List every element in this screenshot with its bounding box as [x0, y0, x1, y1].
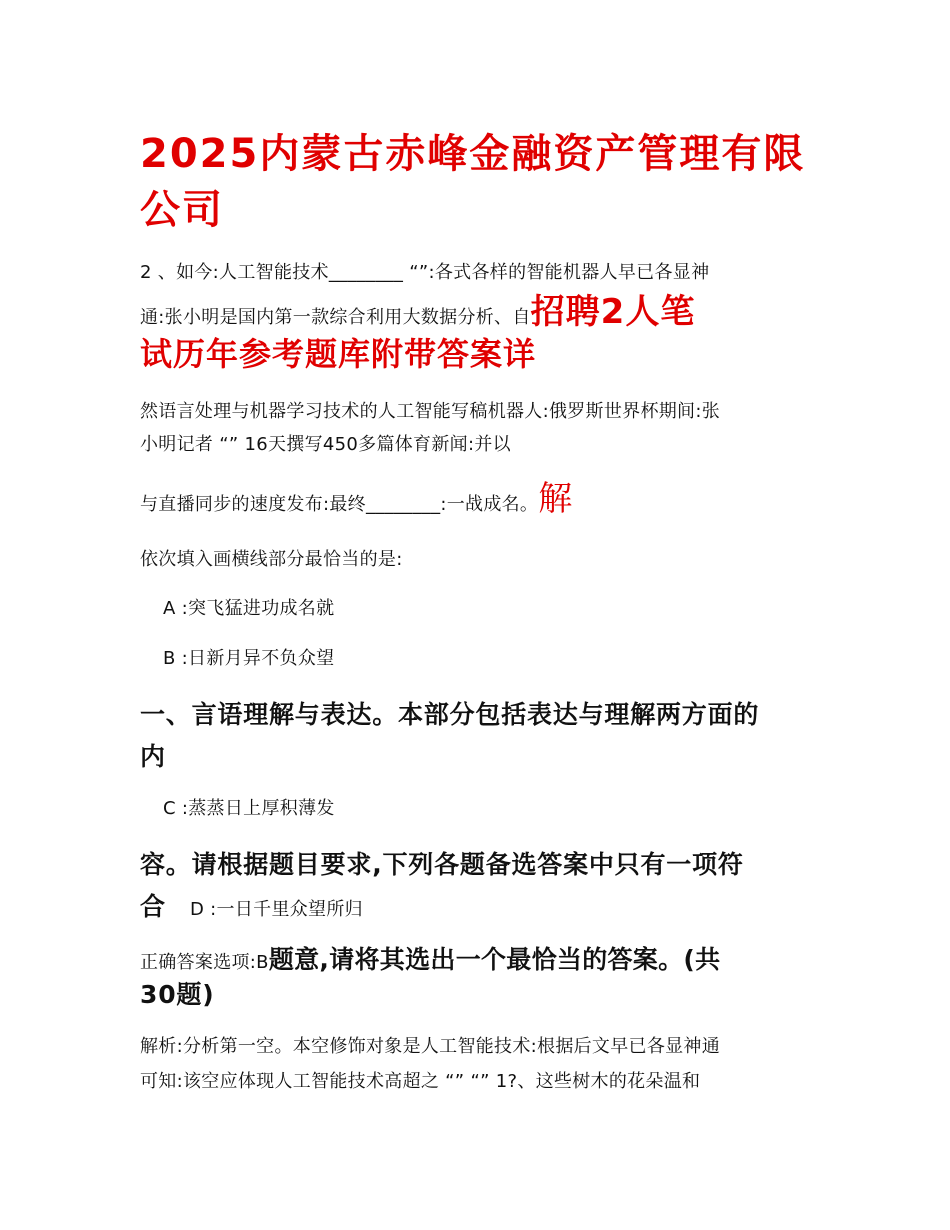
answer-line [140, 944, 820, 978]
analysis-line-1: 解析:分析第一空。本空修饰对象是人工智能技术:根据后文早已各显神通 [140, 1036, 721, 1057]
question-text: 依次填入画横线部分最恰当的是: [140, 549, 403, 570]
section-heading-line-3: 容。请根据题目要求,下列各题备选答案中只有一项符 [140, 850, 744, 879]
answer-label: 正确答案选项:B [140, 952, 269, 973]
paragraph-2-line-1: 然语言处理与机器学习技术的人工智能写稿机器人:俄罗斯世界杯期间:张 [140, 401, 721, 422]
option-d: D :一日千里众望所归 [190, 899, 363, 920]
paragraph-3-text: 与直播同步的速度发布:最终________:一战成名。 [140, 494, 539, 515]
option-c: C :蒸蒸日上厚积薄发 [163, 798, 335, 819]
paragraph-3 [140, 479, 820, 520]
section-heading-line-2: 内 [140, 742, 166, 771]
section-heading-line-1: 一、言语理解与表达。本部分包括表达与理解两方面的 [140, 700, 760, 729]
paragraph-1-line-1: 2 、如今:人工智能技术________ “”:各式各样的智能机器人早已各显神 [140, 262, 710, 283]
paragraph-2-line-2: 小明记者 “” 16天撰写450多篇体育新闻:并以 [140, 434, 511, 455]
section-heading-line-5: 题意,请将其选出一个最恰当的答案。(共 [268, 945, 721, 974]
document-title: 2025内蒙古赤峰金融资产管理有限公司 [140, 131, 806, 233]
option-a: A :突飞猛进功成名就 [163, 598, 335, 619]
paragraph-1-line-2-text: 通:张小明是国内第一款综合利用大数据分析、自 [140, 307, 531, 328]
analysis-line-2: 可知:该空应体现人工智能技术高超之 “” “” 1?、这些树木的花朵温和 [140, 1071, 701, 1092]
section-heading-line-4: 合 [140, 892, 166, 921]
red-title-fragment-3: 解 [538, 479, 573, 519]
paragraph-1-line-2 [140, 292, 820, 333]
red-title-fragment-1: 招聘2人笔 [530, 292, 696, 332]
option-b: B :日新月异不负众望 [163, 648, 335, 669]
red-title-fragment-2: 试历年参考题库附带答案详 [140, 335, 537, 373]
section-heading-line-6: 30题) [140, 980, 215, 1009]
